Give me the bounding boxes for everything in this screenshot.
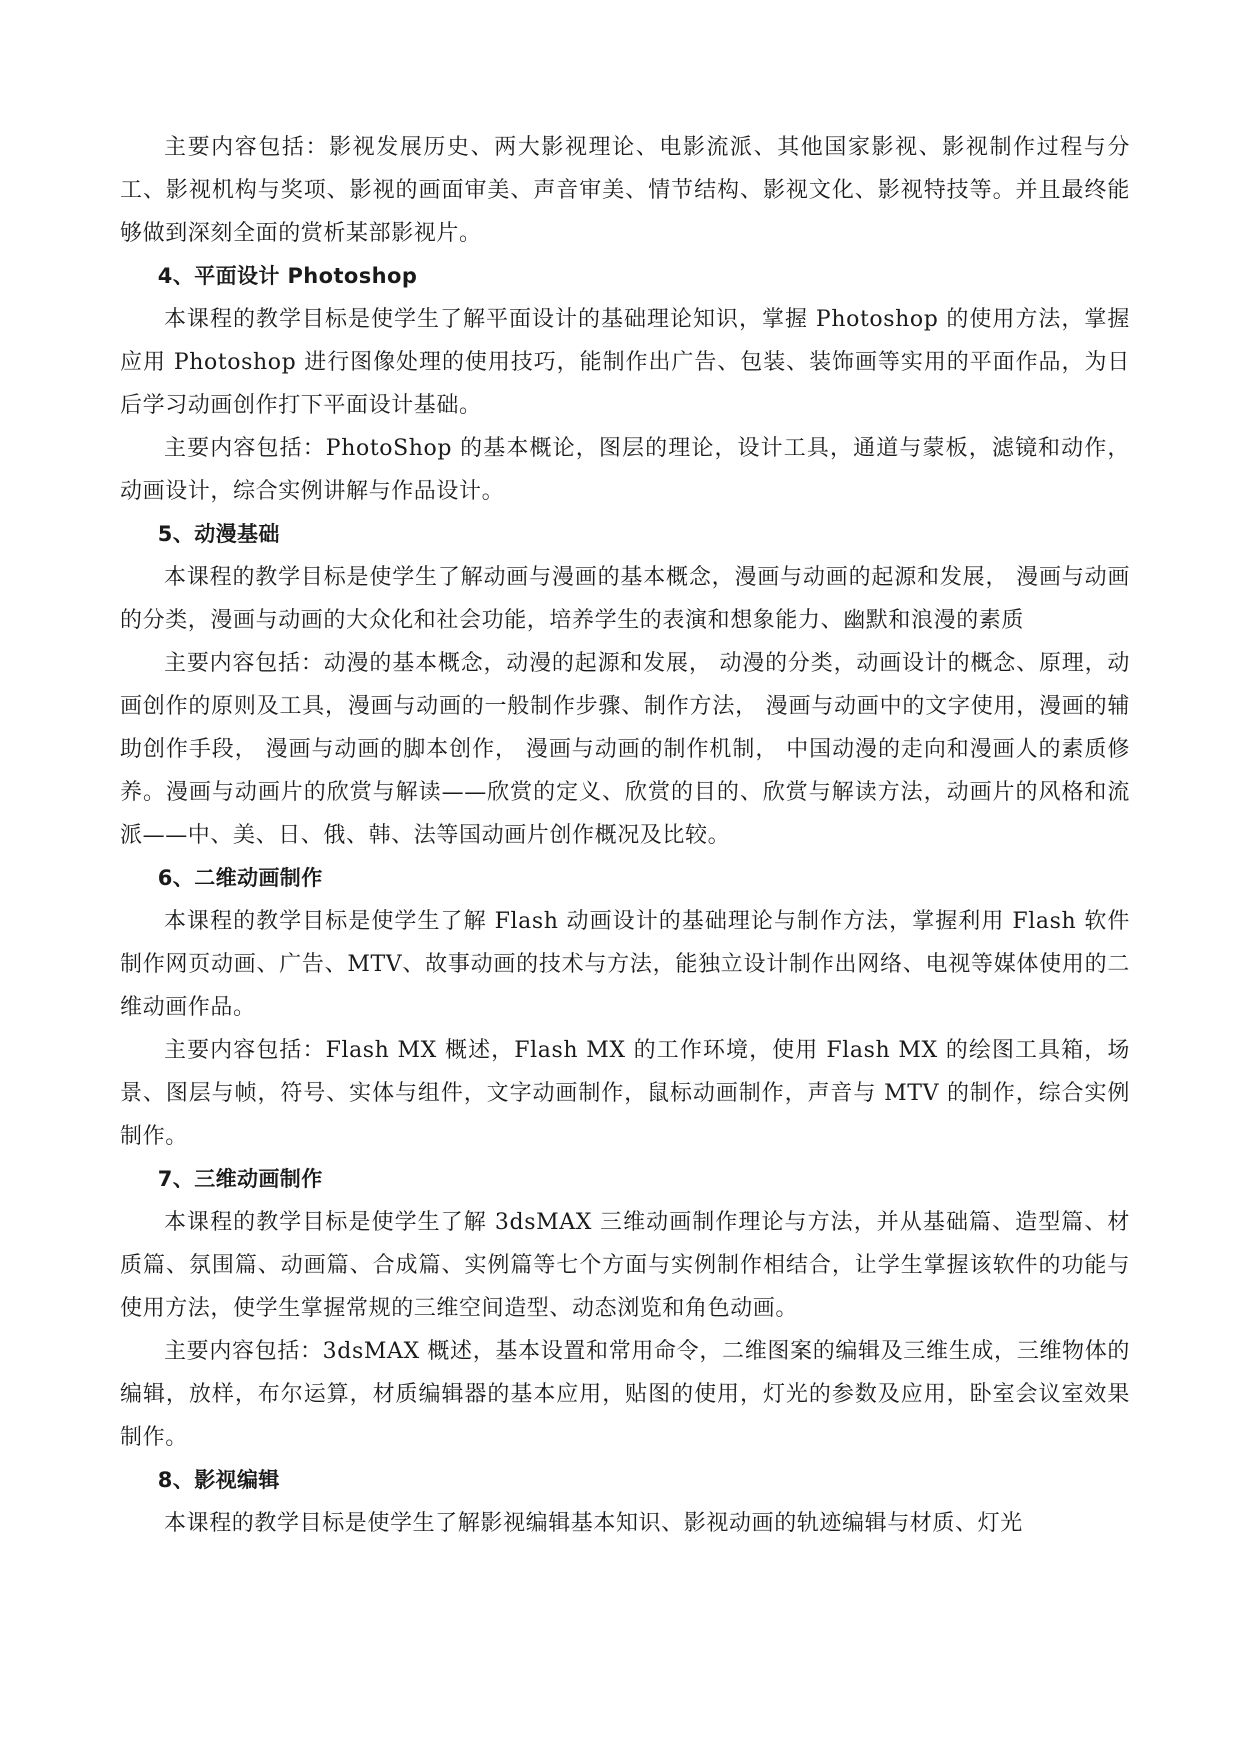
section-heading-photoshop: 4、平面设计 Photoshop bbox=[157, 264, 418, 288]
section-heading-film-editing: 8、影视编辑 bbox=[157, 1468, 280, 1492]
section-heading-2d-animation: 6、二维动画制作 bbox=[157, 866, 323, 890]
document-body bbox=[120, 126, 1130, 1545]
paragraph-2d-content: 主要内容包括：Flash MX 概述，Flash MX 的工作环境，使用 Flash MX 的绘图工具箱，场景、图层与帧，符号、实体与组件，文字动画制作，鼠标动画制作，声音与 MTV 的制作，综合实例制作。 bbox=[120, 1038, 1130, 1149]
paragraph-photoshop-content: 主要内容包括：PhotoShop 的基本概论，图层的理论，设计工具，通道与蒙板，滤镜和动作，动画设计，综合实例讲解与作品设计。 bbox=[120, 436, 1130, 504]
section-heading-anime-basics: 5、动漫基础 bbox=[157, 522, 280, 546]
paragraph-film-content: 主要内容包括：影视发展历史、两大影视理论、电影流派、其他国家影视、影视制作过程与分工、影视机构与奖项、影视的画面审美、声音审美、情节结构、影视文化、影视特技等。并且最终能够做到深刻全面的赏析某部影视片。 bbox=[120, 135, 1130, 246]
paragraph-editing-goals: 本课程的教学目标是使学生了解影视编辑基本知识、影视动画的轨迹编辑与材质、灯光 bbox=[164, 1511, 1023, 1536]
paragraph-anime-content: 主要内容包括：动漫的基本概念，动漫的起源和发展， 动漫的分类，动画设计的概念、原理，动画创作的原则及工具，漫画与动画的一般制作步骤、制作方法， 漫画与动画中的文字使用，漫画的辅助创作手段， 漫画与动画的脚本创作， 漫画与动画的制作机制， 中国动漫的走向和漫画人的素质修养。漫画与动画片的欣赏与解读——欣赏的定义、欣赏的目的、欣赏与解读方法，动画片的风格和流派——中、美、日、俄、韩、法等国动画片创作概况及比较。 bbox=[120, 651, 1130, 848]
paragraph-photoshop-goals: 本课程的教学目标是使学生了解平面设计的基础理论知识，掌握 Photoshop 的使用方法，掌握应用 Photoshop 进行图像处理的使用技巧，能制作出广告、包装、装饰画等实用的平面作品，为日后学习动画创作打下平面设计基础。 bbox=[120, 307, 1130, 418]
paragraph-3d-goals: 本课程的教学目标是使学生了解 3dsMAX 三维动画制作理论与方法，并从基础篇、造型篇、材质篇、氛围篇、动画篇、合成篇、实例篇等七个方面与实例制作相结合，让学生掌握该软件的功能与使用方法，使学生掌握常规的三维空间造型、动态浏览和角色动画。 bbox=[120, 1210, 1130, 1321]
paragraph-anime-goals: 本课程的教学目标是使学生了解动画与漫画的基本概念，漫画与动画的起源和发展， 漫画与动画的分类，漫画与动画的大众化和社会功能，培养学生的表演和想象能力、幽默和浪漫的素质 bbox=[120, 565, 1130, 633]
paragraph-2d-goals: 本课程的教学目标是使学生了解 Flash 动画设计的基础理论与制作方法，掌握利用 Flash 软件制作网页动画、广告、MTV、故事动画的技术与方法，能独立设计制作出网络、电视等媒体使用的二维动画作品。 bbox=[120, 909, 1130, 1020]
paragraph-3d-content: 主要内容包括：3dsMAX 概述，基本设置和常用命令，二维图案的编辑及三维生成，三维物体的编辑，放样，布尔运算，材质编辑器的基本应用，贴图的使用，灯光的参数及应用，卧室会议室效果制作。 bbox=[120, 1339, 1130, 1450]
section-heading-3d-animation: 7、三维动画制作 bbox=[157, 1167, 323, 1191]
